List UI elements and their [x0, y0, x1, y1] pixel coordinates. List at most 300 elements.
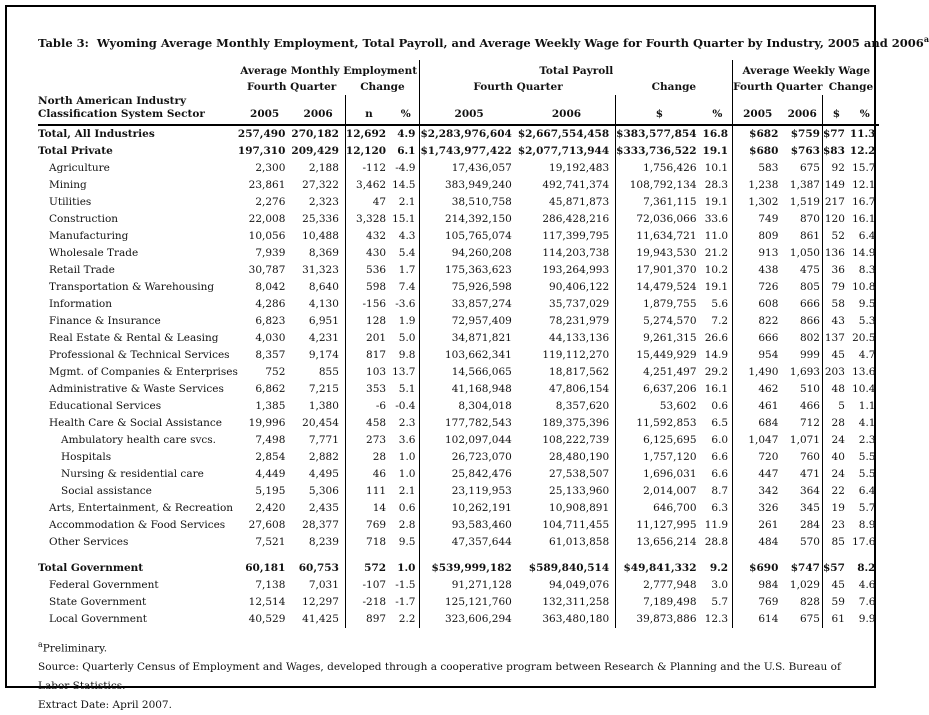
table-row [38, 228, 879, 245]
employment-2006: 855 [318, 365, 339, 378]
employment-change-n: 3,462 [345, 177, 392, 194]
wage-2006: 866 [799, 314, 820, 327]
employment-2006: 27,322 [302, 178, 339, 191]
wage-2006: 1,693 [789, 365, 820, 378]
wage-change-pct: 16.7 [852, 195, 876, 208]
wage-2005: 438 [733, 262, 783, 279]
payroll-change-pct: 33.6 [704, 212, 729, 225]
payroll-2006: 8,357,620 [555, 399, 610, 412]
payroll-change-dollars: 1,757,120 [616, 449, 703, 466]
payroll-change-dollars: 15,449,929 [616, 347, 703, 364]
employment-change-n: 458 [345, 415, 392, 432]
wage-2005: 1,238 [733, 177, 783, 194]
employment-change-pct: 1.7 [398, 263, 416, 276]
table-row [38, 415, 879, 432]
col-header-wage-2006: 2006 [782, 95, 822, 125]
col-header-payroll-2005: 2005 [420, 95, 518, 125]
table-row [38, 279, 879, 296]
employment-2005: 27,608 [248, 518, 286, 531]
wage-2005: 726 [733, 279, 783, 296]
employment-change-n: -218 [345, 594, 392, 611]
sector-label: Agriculture [49, 161, 110, 174]
employment-2006: 7,771 [308, 433, 339, 446]
payroll-2005: 41,168,948 [420, 381, 518, 398]
wage-change-pct: 8.9 [858, 518, 876, 531]
payroll-2005: 214,392,150 [420, 211, 518, 228]
payroll-change-pct: 28.8 [704, 535, 729, 548]
wage-2006: 364 [799, 484, 820, 497]
payroll-change-pct: 6.0 [711, 433, 729, 446]
employment-2005: 40,529 [248, 612, 286, 625]
payroll-2006: 78,231,979 [549, 314, 610, 327]
wage-2005: 769 [733, 594, 783, 611]
payroll-change-dollars: 11,634,721 [616, 228, 703, 245]
payroll-change-dollars: 7,361,115 [616, 194, 703, 211]
wage-change-dollars: 137 [822, 330, 849, 347]
payroll-change-pct: 29.2 [704, 365, 729, 378]
payroll-change-pct: 3.0 [711, 578, 729, 591]
table-row [38, 551, 879, 577]
payroll-2005: 177,782,543 [420, 415, 518, 432]
employment-2006: 31,323 [302, 263, 339, 276]
sector-label: Manufacturing [49, 229, 129, 242]
employment-2006: 4,495 [308, 467, 339, 480]
payroll-change-pct: 9.2 [709, 561, 729, 574]
employment-2005: 2,276 [255, 195, 286, 208]
payroll-change-pct: 6.5 [711, 416, 729, 429]
wage-change-dollars: 36 [822, 262, 849, 279]
employment-change-header: Change [360, 80, 405, 93]
employment-change-pct: 6.1 [397, 144, 416, 157]
employment-2006: 2,188 [308, 161, 339, 174]
data-table [38, 60, 879, 628]
payroll-change-dollars: 7,189,498 [616, 594, 703, 611]
table-body [38, 125, 879, 628]
wage-change-pct: 12.1 [852, 178, 876, 191]
payroll-change-dollars: $383,577,854 [616, 125, 703, 143]
wage-2006: 1,050 [789, 246, 820, 259]
wage-2006: 510 [799, 382, 820, 395]
payroll-2006: $589,840,514 [528, 561, 610, 574]
employment-change-n: 353 [345, 381, 392, 398]
wage-2005: 608 [733, 296, 783, 313]
wage-2005: 462 [733, 381, 783, 398]
sector-label: Transportation & Warehousing [49, 280, 215, 293]
wage-2005: 913 [733, 245, 783, 262]
wage-2006: 1,071 [789, 433, 820, 446]
payroll-change-dollars: 5,274,570 [616, 313, 703, 330]
wage-2005: 1,490 [733, 364, 783, 381]
employment-change-pct: 1.0 [398, 450, 416, 463]
employment-2006: 4,231 [308, 331, 339, 344]
column-header-row [38, 95, 879, 125]
employment-change-pct: -1.7 [395, 595, 416, 608]
employment-change-n: 430 [345, 245, 392, 262]
employment-change-n: 12,692 [345, 125, 392, 143]
wage-2005: 684 [733, 415, 783, 432]
sector-label: Utilities [49, 195, 92, 208]
sector-label: Ambulatory health care svcs. [61, 433, 217, 446]
payroll-change-pct: 11.0 [704, 229, 729, 242]
sector-label: Finance & Insurance [49, 314, 161, 327]
payroll-change-dollars: 108,792,134 [616, 177, 703, 194]
employment-2005: 10,056 [248, 229, 286, 242]
payroll-2005: 94,260,208 [420, 245, 518, 262]
employment-change-pct: 1.0 [397, 561, 416, 574]
employment-2006: 2,882 [308, 450, 339, 463]
table-row [38, 517, 879, 534]
table-row [38, 330, 879, 347]
table-title-text: Wyoming Average Monthly Employment, Total Payroll, and Average Weekly Wage for Fourth Quarter by Industry, 2005 and 2006 [96, 35, 924, 50]
table-row [38, 245, 879, 262]
footnotes [38, 635, 874, 715]
payroll-2005: $2,283,976,604 [420, 125, 518, 143]
wage-change-pct: 12.2 [849, 144, 876, 157]
wage-change-dollars: $83 [822, 143, 849, 160]
employment-2006: 7,031 [308, 578, 339, 591]
employment-2005: 7,939 [255, 246, 286, 259]
sector-label: Wholesale Trade [49, 246, 139, 259]
wage-change-dollars: 40 [822, 449, 849, 466]
wage-2005: 461 [733, 398, 783, 415]
employment-change-pct: 13.7 [392, 365, 416, 378]
payroll-2005: 8,304,018 [420, 398, 518, 415]
sector-label: Arts, Entertainment, & Recreation [49, 501, 234, 514]
sector-label: Total, All Industries [38, 127, 155, 140]
sector-label: Health Care & Social Assistance [49, 416, 223, 429]
employment-change-n: 769 [345, 517, 392, 534]
payroll-change-pct: 16.1 [704, 382, 729, 395]
employment-2006: 209,429 [291, 144, 339, 157]
wage-2006: 999 [799, 348, 820, 361]
wage-change-dollars: 136 [822, 245, 849, 262]
sector-header-spacer [38, 60, 238, 79]
wage-change-dollars: 59 [822, 594, 849, 611]
employment-2005: 6,823 [255, 314, 286, 327]
payroll-2005: 105,765,074 [420, 228, 518, 245]
group-header-employment: Average Monthly Employment [240, 64, 418, 77]
wage-2006: $747 [790, 561, 820, 574]
employment-change-pct: 1.0 [398, 467, 416, 480]
payroll-2005: 103,662,341 [420, 347, 518, 364]
col-header-payroll-change-dollars: $ [616, 95, 703, 125]
wage-2006: 675 [799, 612, 820, 625]
employment-change-n: 572 [345, 551, 392, 577]
employment-2006: 25,336 [302, 212, 339, 225]
employment-change-n: 12,120 [345, 143, 392, 160]
payroll-2006: 114,203,738 [542, 246, 610, 259]
wage-change-dollars: 23 [822, 517, 849, 534]
table-row [38, 262, 879, 279]
payroll-2006: 286,428,216 [542, 212, 610, 225]
employment-2005: 257,490 [237, 127, 286, 140]
wage-change-pct: 17.6 [852, 535, 876, 548]
employment-2005: 22,008 [248, 212, 286, 225]
col-header-employment-2005: 2005 [238, 95, 292, 125]
sector-label: Construction [49, 212, 119, 225]
payroll-2005: 23,119,953 [420, 483, 518, 500]
employment-change-n: 201 [345, 330, 392, 347]
payroll-change-dollars: 1,879,755 [616, 296, 703, 313]
employment-change-pct: -0.4 [395, 399, 416, 412]
sector-label: Other Services [49, 535, 129, 548]
payroll-change-dollars: 6,125,695 [616, 432, 703, 449]
payroll-change-dollars: 4,251,497 [616, 364, 703, 381]
employment-2006: 10,488 [302, 229, 339, 242]
employment-change-pct: -4.9 [395, 161, 416, 174]
payroll-change-pct: 12.3 [704, 612, 729, 625]
employment-change-pct: 15.1 [392, 212, 416, 225]
employment-change-n: 718 [345, 534, 392, 551]
wage-change-pct: 5.7 [858, 501, 876, 514]
wage-change-pct: 14.9 [852, 246, 876, 259]
col-header-employment-change-pct: % [392, 95, 420, 125]
wage-change-dollars: 203 [822, 364, 849, 381]
payroll-2006: $2,077,713,944 [517, 144, 610, 157]
table-row [38, 313, 879, 330]
employment-change-pct: 2.1 [398, 195, 416, 208]
wage-2006: 760 [799, 450, 820, 463]
payroll-change-dollars: 6,637,206 [616, 381, 703, 398]
payroll-change-pct: 14.9 [704, 348, 729, 361]
wage-change-dollars: 61 [822, 611, 849, 628]
wage-change-pct: 1.1 [858, 399, 876, 412]
table-row [38, 483, 879, 500]
payroll-2006: 117,399,795 [542, 229, 610, 242]
wage-2005: 484 [733, 534, 783, 551]
employment-2005: 2,300 [255, 161, 286, 174]
payroll-2005: 25,842,476 [420, 466, 518, 483]
payroll-change-dollars: 1,756,426 [616, 160, 703, 177]
payroll-change-dollars: 14,479,524 [616, 279, 703, 296]
payroll-2005: 33,857,274 [420, 296, 518, 313]
table-row [38, 125, 879, 143]
payroll-change-pct: 11.9 [704, 518, 729, 531]
payroll-change-header: Change [651, 80, 697, 93]
wage-2006: 1,387 [789, 178, 820, 191]
payroll-2006: 45,871,873 [549, 195, 610, 208]
sector-label: Nursing & residential care [61, 467, 204, 480]
wage-2006: $763 [790, 144, 820, 157]
employment-2006: 60,753 [298, 561, 339, 574]
payroll-2005: 93,583,460 [420, 517, 518, 534]
payroll-change-pct: 7.2 [711, 314, 729, 327]
payroll-2006: 10,908,891 [549, 501, 610, 514]
subgroup-header-row [38, 79, 879, 95]
payroll-2006: 132,311,258 [542, 595, 610, 608]
employment-change-pct: 9.5 [398, 535, 416, 548]
payroll-2006: 44,133,136 [549, 331, 610, 344]
employment-change-pct: 0.6 [398, 501, 416, 514]
employment-change-n: -156 [345, 296, 392, 313]
table-row [38, 466, 879, 483]
payroll-change-dollars: 11,127,995 [616, 517, 703, 534]
payroll-fourth-quarter-header: Fourth Quarter [420, 79, 616, 95]
employment-change-n: 111 [345, 483, 392, 500]
wage-change-dollars: 24 [822, 432, 849, 449]
table-row [38, 398, 879, 415]
group-header-row [38, 60, 879, 79]
table-row [38, 211, 879, 228]
footnote-source: Source: Quarterly Census of Employment and Wages, developed through a cooperative program between Research & Planning and the U.S. Bureau of Labor Statistics. [38, 661, 841, 693]
payroll-change-dollars: 1,696,031 [616, 466, 703, 483]
employment-change-n: -112 [345, 160, 392, 177]
employment-2006: 2,435 [308, 501, 339, 514]
employment-change-pct: 2.3 [398, 416, 416, 429]
group-header-wage: Average Weekly Wage [733, 60, 880, 79]
employment-2005: 2,420 [255, 501, 286, 514]
employment-2006: 5,306 [308, 484, 339, 497]
payroll-change-pct: 16.8 [702, 127, 729, 140]
table-row [38, 534, 879, 551]
payroll-change-pct: 21.2 [704, 246, 729, 259]
employment-2005: 7,521 [255, 535, 286, 548]
employment-2006: 20,454 [302, 416, 339, 429]
footnote-marker: a [38, 639, 43, 649]
sector-header-spacer [38, 79, 238, 95]
wage-change-dollars: 79 [822, 279, 849, 296]
employment-2005: 23,861 [248, 178, 286, 191]
payroll-2006: 61,013,858 [549, 535, 610, 548]
employment-2005: 8,357 [255, 348, 286, 361]
wage-2006: 466 [799, 399, 820, 412]
employment-change-n: 103 [345, 364, 392, 381]
wage-change-dollars: 28 [822, 415, 849, 432]
wage-2006: 570 [799, 535, 820, 548]
sector-label: Accommodation & Food Services [49, 518, 226, 531]
payroll-change-dollars: 13,656,214 [616, 534, 703, 551]
payroll-change-dollars: 646,700 [616, 500, 703, 517]
payroll-2005: 72,957,409 [420, 313, 518, 330]
col-header-wage-change-pct: % [850, 95, 880, 125]
wage-2006: 1,519 [789, 195, 820, 208]
employment-fourth-quarter-header: Fourth Quarter [246, 80, 337, 93]
wage-2006: 675 [799, 161, 820, 174]
employment-2005: 752 [265, 365, 286, 378]
employment-change-pct: 5.1 [398, 382, 416, 395]
sector-label: Local Government [49, 612, 147, 625]
wage-change-pct: 15.7 [852, 161, 876, 174]
table-row [38, 594, 879, 611]
employment-2006: 8,640 [308, 280, 339, 293]
employment-change-n: 273 [345, 432, 392, 449]
table-row [38, 364, 879, 381]
employment-2005: 4,449 [255, 467, 286, 480]
table-row [38, 177, 879, 194]
footnote-preliminary: $^a$Preliminary. [38, 639, 108, 655]
employment-2005: 19,996 [248, 416, 286, 429]
wage-change-pct: 4.6 [858, 578, 876, 591]
employment-2005: 4,286 [255, 297, 286, 310]
wage-2006: 712 [799, 416, 820, 429]
table-row [38, 449, 879, 466]
wage-2006: 802 [799, 331, 820, 344]
wage-2005: 749 [733, 211, 783, 228]
payroll-2006: 25,133,960 [549, 484, 610, 497]
wage-change-pct: 4.1 [858, 416, 876, 429]
employment-2005: 6,862 [255, 382, 286, 395]
wage-2005: 614 [733, 611, 783, 628]
page-title [38, 34, 929, 50]
wage-2006: 870 [799, 212, 820, 225]
employment-2005: 60,181 [245, 561, 286, 574]
sector-label: Total Government [38, 561, 144, 574]
wage-change-pct: 11.3 [849, 127, 876, 140]
employment-2006: 41,425 [302, 612, 339, 625]
payroll-change-dollars: 19,943,530 [616, 245, 703, 262]
sector-label: Real Estate & Rental & Leasing [49, 331, 219, 344]
wage-2005: 1,302 [733, 194, 783, 211]
wage-change-dollars: 24 [822, 466, 849, 483]
wage-change-pct: 5.3 [858, 314, 876, 327]
payroll-2006: 104,711,455 [542, 518, 610, 531]
wage-2006: 475 [799, 263, 820, 276]
employment-2005: 8,042 [255, 280, 286, 293]
wage-2005: 666 [733, 330, 783, 347]
col-header-employment-change-n: n [345, 95, 392, 125]
payroll-change-pct: 19.1 [704, 195, 729, 208]
employment-2006: 6,951 [308, 314, 339, 327]
table-row [38, 347, 879, 364]
wage-change-dollars: 22 [822, 483, 849, 500]
wage-2005: 342 [733, 483, 783, 500]
wage-change-dollars: 45 [822, 347, 849, 364]
wage-2006: 666 [799, 297, 820, 310]
sector-label: Mining [49, 178, 87, 191]
table-row [38, 381, 879, 398]
payroll-2006: $2,667,554,458 [517, 127, 610, 140]
employment-change-pct: -3.6 [395, 297, 416, 310]
sector-label: Hospitals [61, 450, 112, 463]
wage-2006: 471 [799, 467, 820, 480]
payroll-2005: 38,510,758 [420, 194, 518, 211]
payroll-change-dollars: 2,014,007 [616, 483, 703, 500]
employment-change-pct: 9.8 [398, 348, 416, 361]
employment-2005: 2,854 [255, 450, 286, 463]
employment-change-n: 432 [345, 228, 392, 245]
payroll-change-dollars: 17,901,370 [616, 262, 703, 279]
wage-change-dollars: 85 [822, 534, 849, 551]
wage-change-pct: 2.3 [858, 433, 876, 446]
sector-label: Professional & Technical Services [49, 348, 230, 361]
wage-2006: 805 [799, 280, 820, 293]
table-row [38, 296, 879, 313]
employment-change-n: 817 [345, 347, 392, 364]
employment-change-n: -107 [345, 577, 392, 594]
employment-2006: 12,297 [302, 595, 339, 608]
wage-change-dollars: 19 [822, 500, 849, 517]
wage-change-pct: 4.7 [858, 348, 876, 361]
sector-label: Mgmt. of Companies & Enterprises [49, 365, 238, 378]
payroll-change-dollars: 9,261,315 [616, 330, 703, 347]
employment-change-n: 897 [345, 611, 392, 628]
payroll-change-pct: 8.7 [711, 484, 729, 497]
payroll-change-pct: 5.6 [711, 297, 729, 310]
wage-change-pct: 8.3 [858, 263, 876, 276]
payroll-2006: 363,480,180 [542, 612, 610, 625]
wage-change-dollars: 58 [822, 296, 849, 313]
payroll-change-pct: 26.6 [704, 331, 729, 344]
sector-label: Total Private [38, 144, 113, 157]
employment-2006: 7,215 [308, 382, 339, 395]
wage-change-dollars: 5 [822, 398, 849, 415]
wage-change-pct: 5.5 [858, 467, 876, 480]
employment-change-pct: 14.5 [392, 178, 416, 191]
sector-label: Educational Services [49, 399, 162, 412]
payroll-change-pct: 0.6 [711, 399, 729, 412]
payroll-change-pct: 10.2 [704, 263, 729, 276]
employment-2005: 197,310 [237, 144, 286, 157]
